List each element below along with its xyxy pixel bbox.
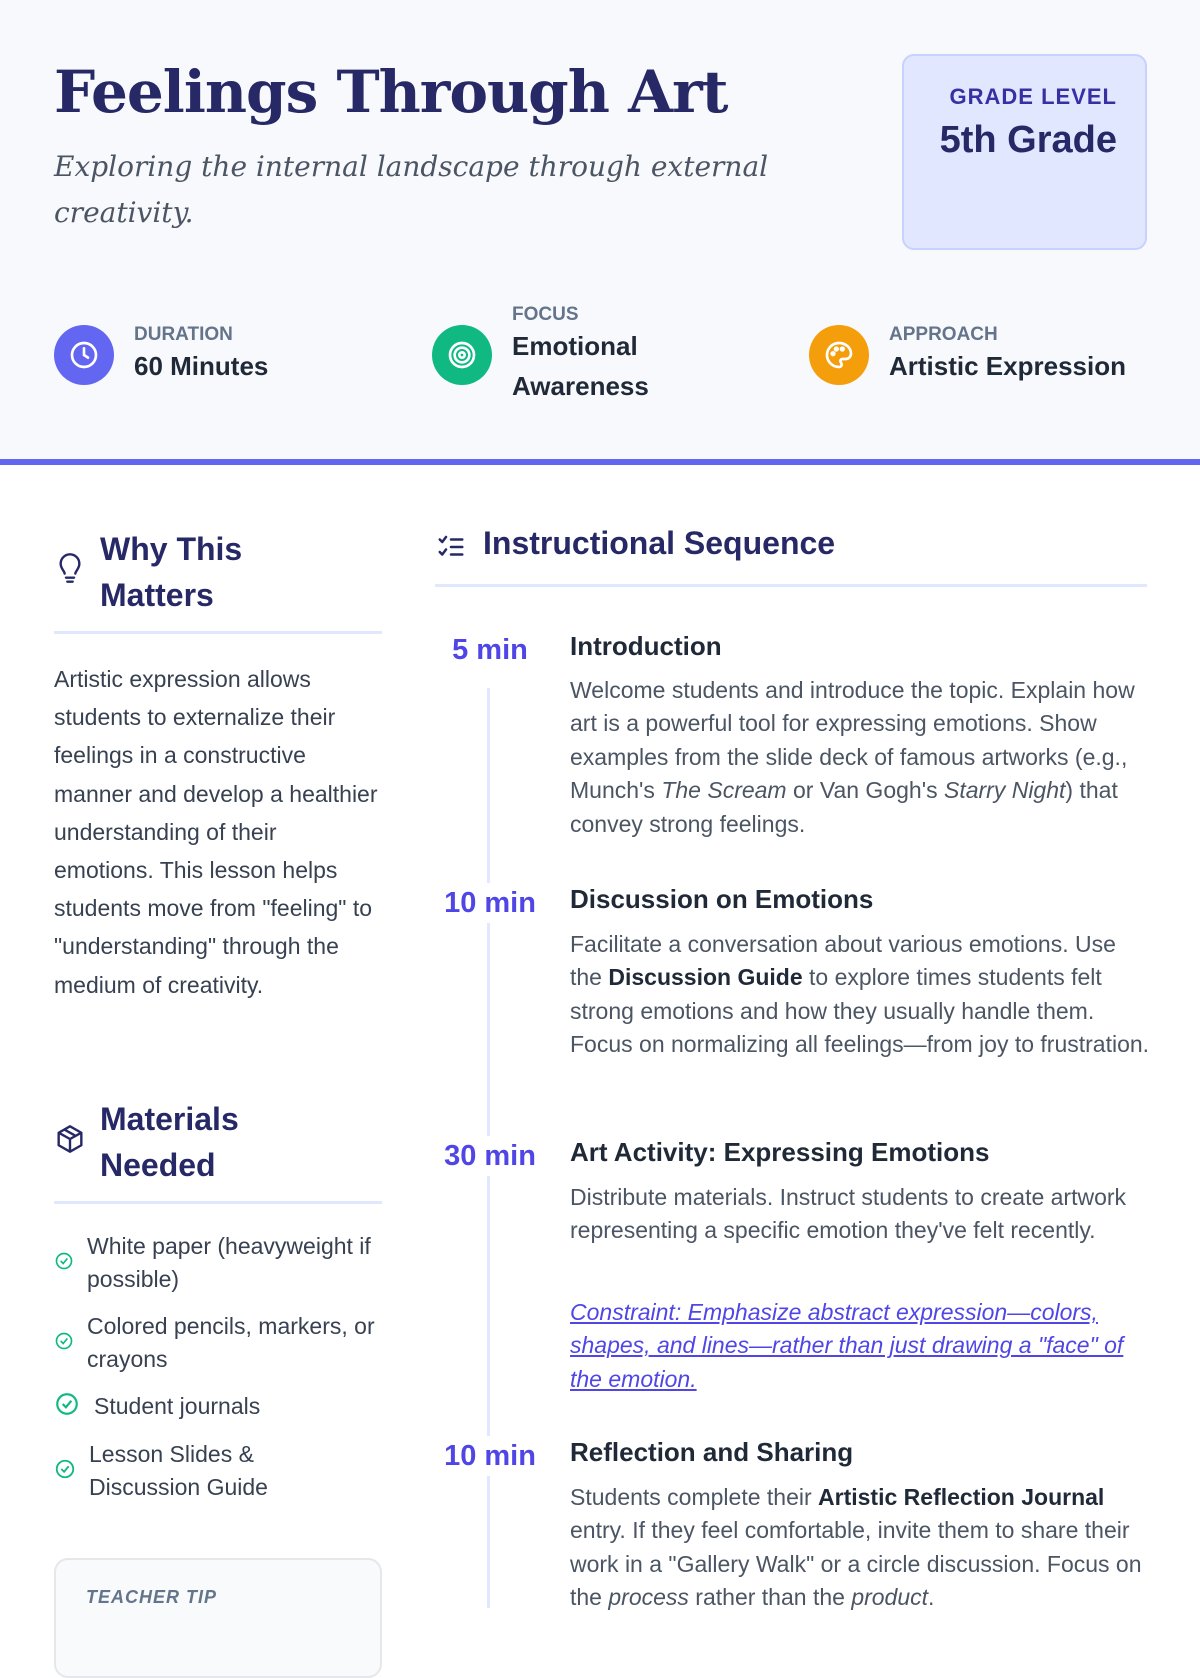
checklist-icon [435,532,467,567]
step-title: Art Activity: Expressing Emotions [570,1137,990,1167]
material-item-label: White paper (heavyweight if possible) [87,1233,371,1292]
meta-focus [432,300,672,410]
step-description: Facilitate a conversation about various emotions. Use the Discussion Guide to explore times students felt strong emotions and how they usually handle them. Focus on normalizing all feelings—from joy to frustration. [570,931,1150,1058]
step-description: Distribute materials. Instruct students to create artwork representing a specific emotion they've felt recently. [570,1184,1127,1244]
why-section-header [54,522,382,634]
clock-icon [54,325,114,385]
lightbulb-icon [54,551,86,592]
step-description: Students complete their Artistic Reflection Journal entry. If they feel comfortable, invite them to share their work in a "Gallery Walk" or a circle discussion. Focus on the process rather than the product. [570,1484,1142,1611]
meta-approach [809,300,1126,410]
package-icon [54,1122,86,1161]
material-item-label: Lesson Slides & Discussion Guide [89,1441,268,1500]
sequence-section-title: Instructional Sequence [483,525,836,561]
check-circle-icon [54,1331,87,1356]
why-section-body: Artistic expression allows students to externalize their feelings in a constructive manner and develop a healthier understanding of their emotions. This lesson helps students move from "feeling" to "understanding" through the medium of creativity. [54,666,378,998]
meta-value: 60 Minutes [134,351,269,381]
list-item [54,1390,384,1423]
step-title: Introduction [570,631,722,661]
page-subtitle: Exploring the internal landscape through external creativity. [54,150,769,229]
teacher-tip-card [54,1558,382,1678]
check-circle-icon [54,1458,89,1485]
lesson-header [0,0,1200,465]
teacher-tip-label: TEACHER TIP [86,1587,218,1607]
grade-level-value: 5th Grade [939,119,1117,161]
step-time: 10 min [436,1436,544,1476]
why-section-title: Why This Matters [100,531,243,613]
meta-label: DURATION [134,324,233,345]
meta-value: Emotional Awareness [512,331,649,401]
step-title: Reflection and Sharing [570,1437,854,1467]
check-circle-icon [54,1391,94,1422]
meta-label: FOCUS [512,304,579,325]
palette-icon [809,325,869,385]
grade-level-label: GRADE LEVEL [949,84,1117,109]
meta-duration [54,300,268,410]
step-description: Welcome students and introduce the topic. Explain how art is a powerful tool for expressing emotions. Show examples from the slide deck of famous artworks (e.g., Munch's The Scream or Van Gogh's Starry Night) that convey strong feelings. [570,677,1135,837]
step-time: 5 min [436,630,544,670]
step-title: Discussion on Emotions [570,884,874,914]
meta-value: Artistic Expression [889,351,1126,381]
sequence-section-header [435,520,1147,587]
material-item-label: Colored pencils, markers, or crayons [87,1313,375,1372]
list-item [54,1438,384,1504]
list-item [54,1230,384,1296]
list-item [54,1310,384,1376]
step-time: 10 min [436,883,544,923]
materials-section-header [54,1092,382,1204]
step-time: 30 min [436,1136,544,1176]
meta-label: APPROACH [889,324,998,345]
grade-level-card [902,54,1147,250]
constraint-note: Constraint: Emphasize abstract expression—colors, shapes, and lines—rather than just drawing a "face" of the emotion. [570,1299,1124,1392]
check-circle-icon [54,1251,87,1276]
page-title: Feelings Through Art [54,58,728,126]
material-item-label: Student journals [94,1393,261,1419]
target-icon [432,325,492,385]
materials-section-title: Materials Needed [100,1101,239,1183]
